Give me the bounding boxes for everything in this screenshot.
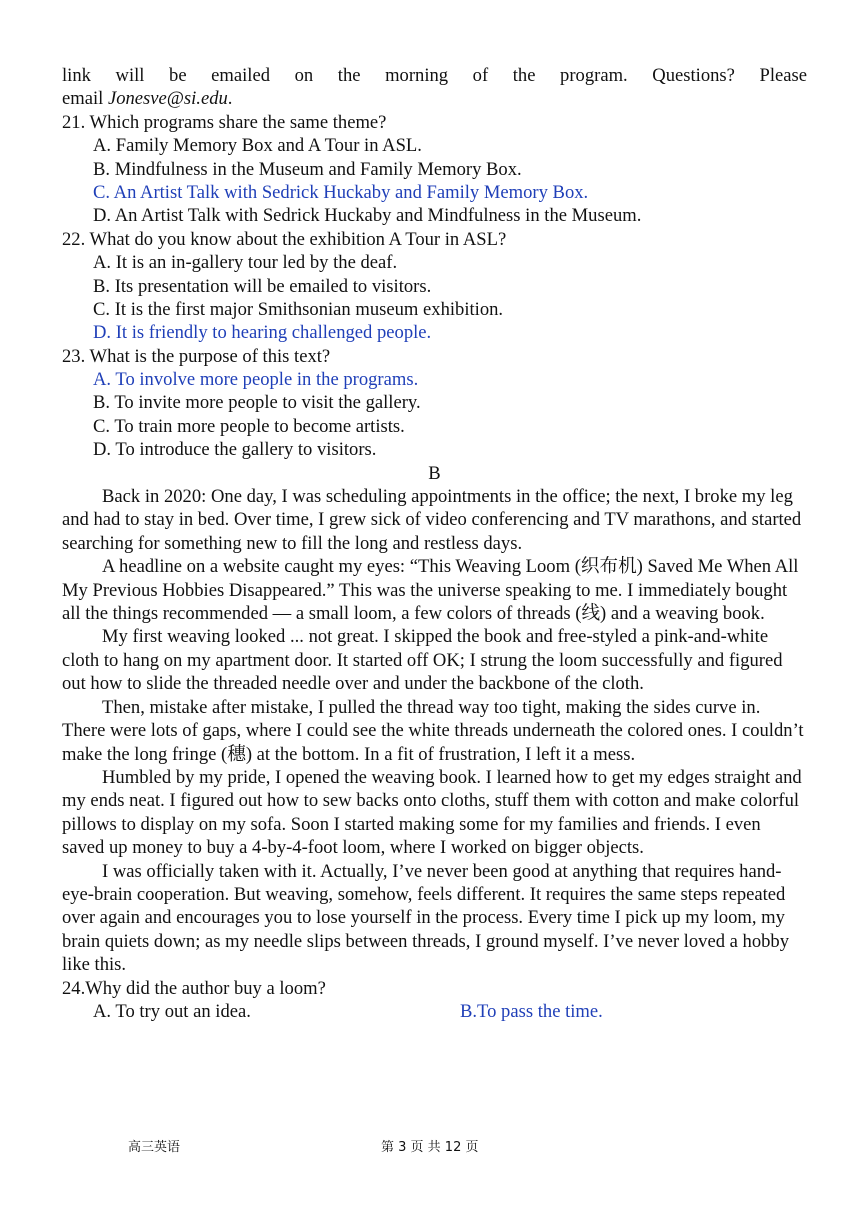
question-24-option-a: A. To try out an idea.	[93, 1000, 251, 1022]
question-23-option-b: B. To invite more people to visit the gallery.	[93, 392, 421, 414]
question-24-stem: 24.Why did the author buy a loom?	[62, 977, 326, 999]
question-21-option-d: D. An Artist Talk with Sedrick Huckaby and Mindfulness in the Museum.	[93, 205, 642, 227]
question-24-options	[62, 1000, 807, 1023]
email-suffix: .	[227, 88, 233, 110]
question-22-option-c: C. It is the first major Smithsonian museum exhibition.	[93, 298, 504, 320]
section-b-heading: B	[428, 462, 441, 484]
question-23-option-d: D. To introduce the gallery to visitors.	[93, 439, 377, 461]
question-23-option-c: C. To train more people to become artists.	[93, 415, 405, 437]
passage-paragraph: Then, mistake after mistake, I pulled the thread way too tight, making the sides curve in. There were lots of gaps, where I could see the white threads underneath the colored ones. I couldn’t make the long fringe (穗) at the bottom. In a fit of frustration, I left it a mess.	[62, 696, 804, 765]
passage-a-email-line	[62, 87, 807, 110]
email-prefix: email	[62, 88, 108, 110]
question-23-stem: 23. What is the purpose of this text?	[62, 345, 331, 367]
question-22-option-d: D. It is friendly to hearing challenged people.	[93, 322, 432, 344]
passage-paragraph: I was officially taken with it. Actually, I’ve never been good at anything that requires hand-eye-brain cooperation. But weaving, somehow, feels different. It requires the same steps repeated over again and encourages you to lose yourself in the process. Every time I pick up my loom, my brain quiets down; as my needle slips between threads, I ground myself. I’ve never loved a hobby like this.	[62, 860, 790, 976]
footer-page-number: 第 3 页 共 12 页	[381, 1140, 479, 1155]
passage-a-continuation-line: link will be emailed on the morning of the program. Questions? Please	[62, 65, 807, 86]
question-22-stem: 22. What do you know about the exhibition A Tour in ASL?	[62, 228, 507, 250]
contact-email: Jonesve@si.edu	[107, 88, 228, 110]
question-21-option-b: B. Mindfulness in the Museum and Family Memory Box.	[93, 158, 522, 180]
question-21-option-c: C. An Artist Talk with Sedrick Huckaby and Family Memory Box.	[93, 181, 589, 203]
passage-paragraph: My first weaving looked ... not great. I skipped the book and free-styled a pink-and-white cloth to hang on my apartment door. It started off OK; I strung the loom successfully and figured out how to slide the threaded needle over and under the backbone of the cloth.	[62, 626, 783, 695]
question-21-stem: 21. Which programs share the same theme?	[62, 111, 387, 133]
page-text	[62, 64, 807, 1023]
footer-subject: 高三英语	[128, 1140, 181, 1155]
passage-paragraph: Humbled by my pride, I opened the weaving book. I learned how to get my edges straight and my ends neat. I figured out how to sew backs onto cloths, stuff them with cotton and make colorful pillows to display on my sofa. Soon I started making some for my families and friends. I even saved up money to buy a 4-by-4-foot loom, where I worked on bigger objects.	[62, 766, 802, 859]
question-24-option-b: B.To pass the time.	[460, 1000, 603, 1022]
question-23-option-a: A. To involve more people in the programs.	[93, 369, 419, 391]
question-22-option-a: A. It is an in-gallery tour led by the deaf.	[93, 252, 398, 274]
passage-paragraph: Back in 2020: One day, I was scheduling appointments in the office; the next, I broke my leg and had to stay in bed. Over time, I grew sick of video conferencing and TV marathons, and started searching for something new to fill the long and restless days.	[62, 486, 802, 554]
question-21-option-a: A. Family Memory Box and A Tour in ASL.	[93, 135, 422, 157]
passage-paragraph: A headline on a website caught my eyes: “This Weaving Loom (织布机) Saved Me When All My Previous Hobbies Disappeared.” This was the universe speaking to me. I immediately bought all the things recommended — a small loom, a few colors of threads (线) and a weaving book.	[62, 556, 799, 625]
question-22-option-b: B. Its presentation will be emailed to visitors.	[93, 275, 432, 297]
